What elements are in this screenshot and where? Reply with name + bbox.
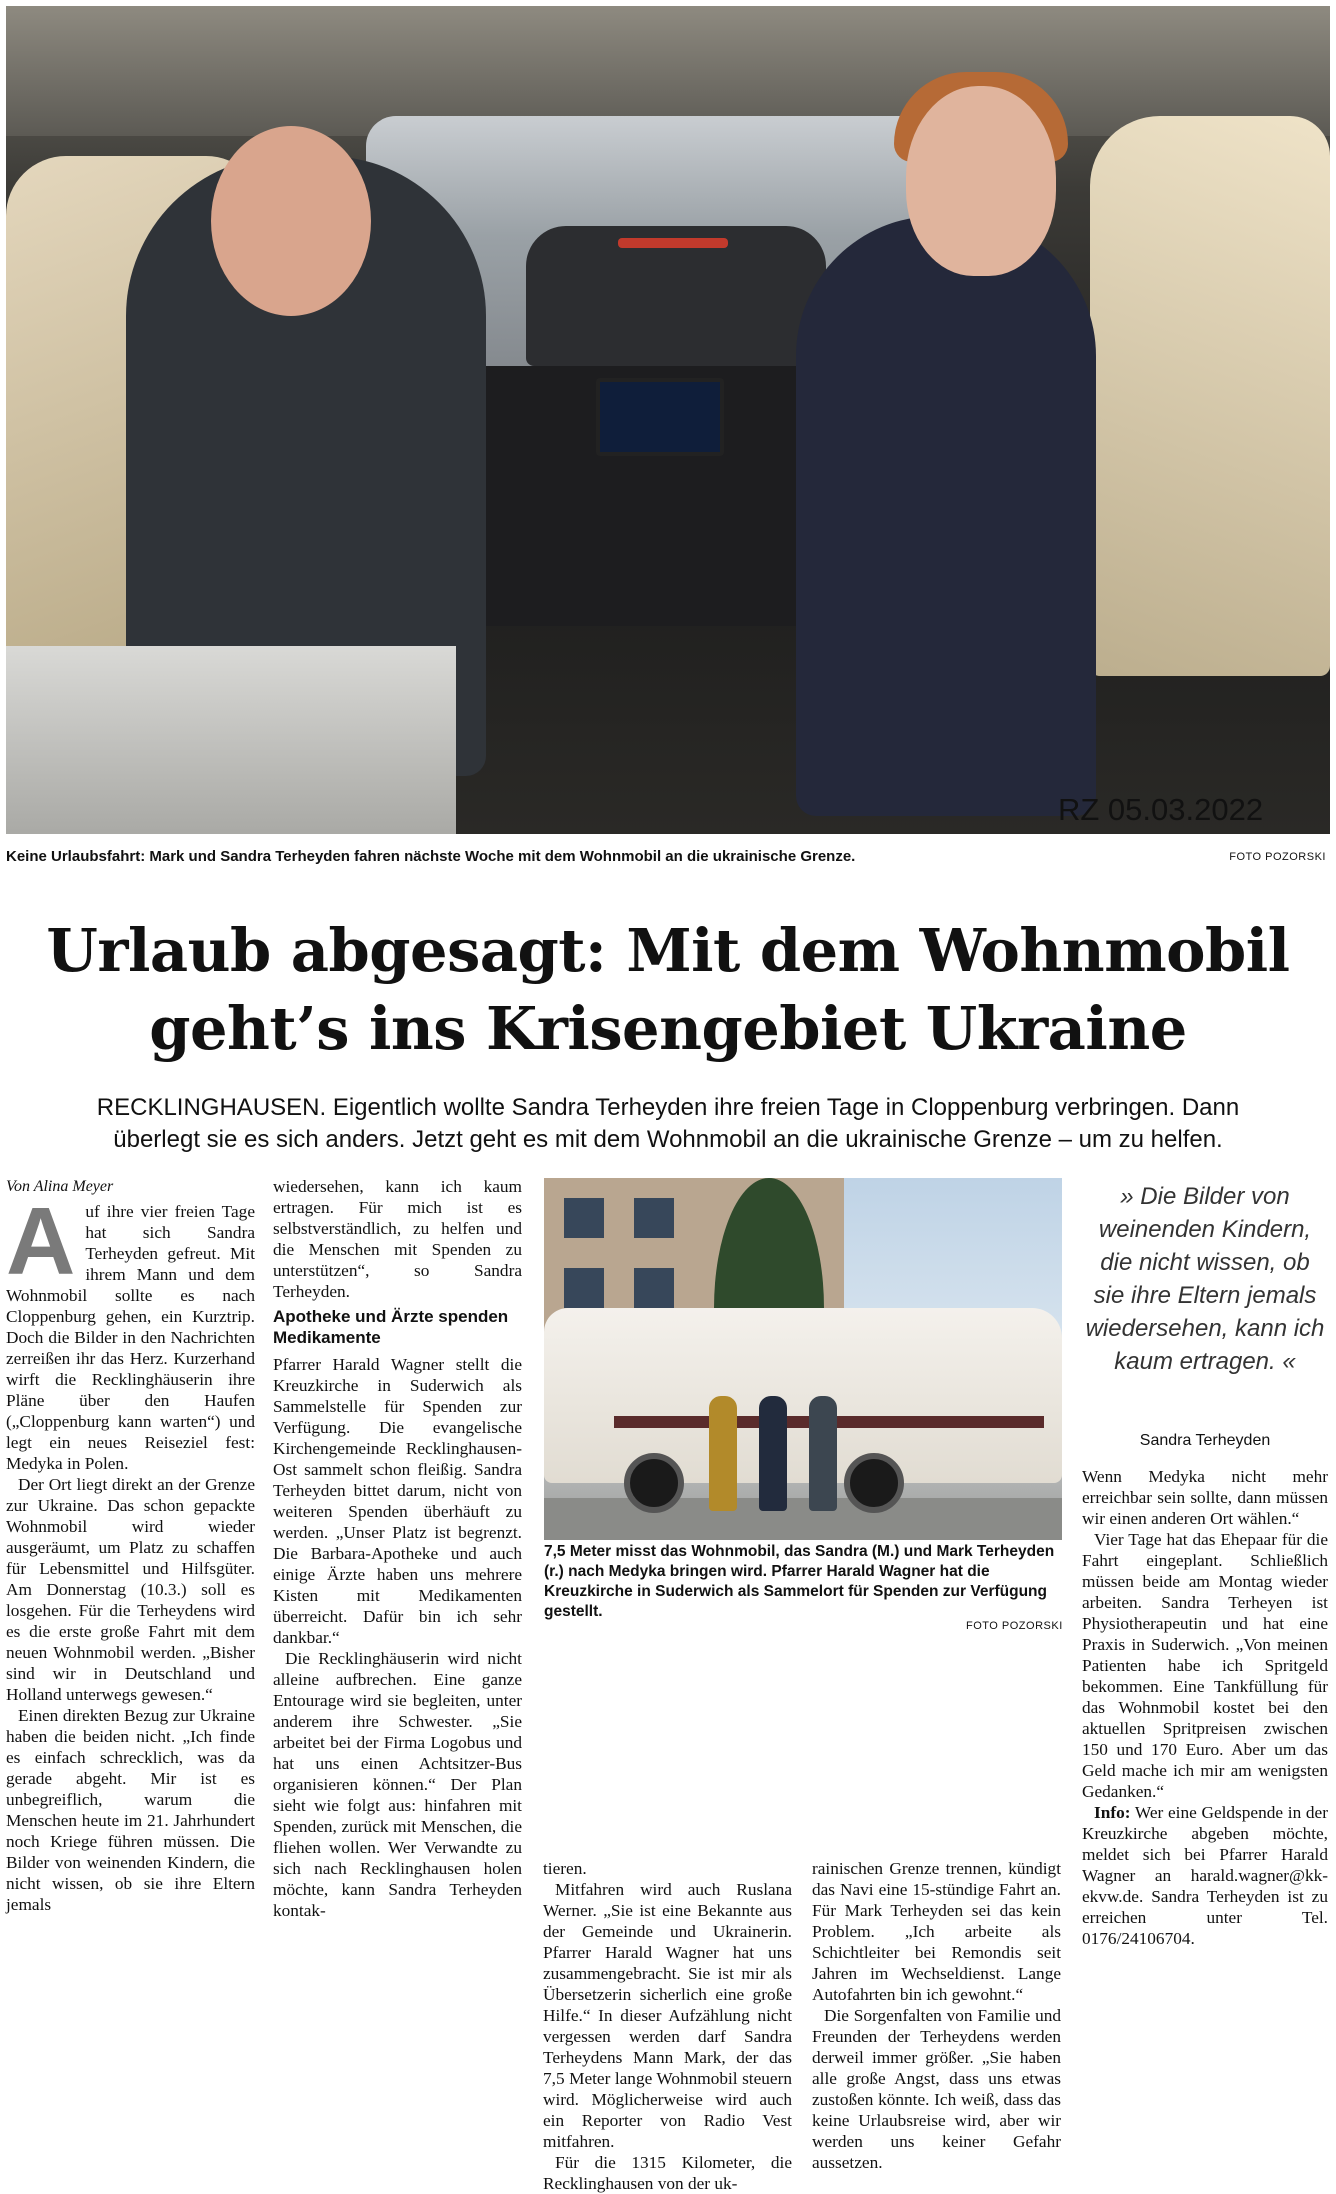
person-sandra [796, 216, 1096, 816]
byline: Von Alina Meyer [6, 1178, 114, 1195]
col5-paragraph-2: Vier Tage hat das Ehepaar für die Fahrt eingeplant. Schließlich müssen beide am Montag wieder arbeiten. Sandra Terheyen ist Physiotherapeutin und hat eine Praxis in Suderwich. „Von meinen Patienten habe ich Spritgeld bekommen. Eine Tankfüllung für das Wohnmobil kostet bei den aktuellen Spritpreisen zwischen 150 und 170 Euro. Aber um das Geld mache ich mir am wenigsten Gedanken.“ [1082, 1530, 1328, 1801]
lead-paragraph [0, 1092, 1336, 1156]
col2-paragraph-3: Die Recklinghäuserin wird nicht alleine aufbrechen. Eine ganze Entourage wird sie begleiten, unter anderem ihre Schwester. „Sie arbeitet bei der Firma Logobus und hat uns einen Achtsitzer-Bus organisieren können.“ Der Plan sieht wie folgt aus: hinfahren mit Spenden, zurück mit Menschen, die fliehen wollen. Wer Verwandte zu sich nach Recklinghausen holen möchte, kann Sandra Terheyden kontak- [273, 1649, 522, 1920]
lead-city: RECKLINGHAUSEN. [96, 1094, 327, 1121]
col2-paragraph-1: wiedersehen, kann ich kaum ertragen. Für mich ist es selbstverständlich, zu helfen und die Menschen mit Spenden zu unterstützen“, so Sandra Terheyden. [273, 1177, 522, 1301]
photo-date-stamp: RZ 05.03.2022 [1058, 792, 1264, 827]
col3-paragraph-2: Mitfahren wird auch Ruslana Werner. „Sie ist eine Bekannte aus der Gemeinde und Ukrainerin. Pfarrer Harald Wagner hat uns zusammengebracht. Sie ist mir als Übersetzerin sicherlich eine große Hilfe.“ In dieser Aufzählung nicht vergessen werden darf Sandra Terheydens Mann Mark, der das 7,5 Meter lange Wohnmobil steuern wird. Möglicherweise wird auch ein Reporter von Radio Vest mitfahren. [543, 1880, 792, 2151]
article-column-3 [543, 1858, 792, 2194]
lead-line-1: Eigentlich wollte Sandra Terheyden ihre freien Tage in Cloppenburg verbringen. Dann [332, 1094, 1240, 1121]
col3-paragraph-3: Für die 1315 Kilometer, die Recklinghausen von der uk- [543, 2153, 792, 2193]
article-column-5 [1082, 1466, 1328, 1949]
camper-photo [544, 1178, 1062, 1540]
wheel [624, 1453, 684, 1513]
camper-photo-caption: 7,5 Meter misst das Wohnmobil, das Sandra (M.) und Mark Terheyden (r.) nach Medyka bringen wird. Pfarrer Harald Wagner hat die Kreuzkirche in Suderwich als Sammelort für Spenden zur Verfügung gestellt. [544, 1543, 1055, 1620]
col1-paragraph-3: Einen direkten Bezug zur Ukraine haben die beiden nicht. „Ich finde es einfach schrecklich, was da gerade abgeht. Mir ist es unbegreiflich, warum die Menschen heute im 21. Jahrhundert noch Kriege führen müssen. Die Bilder von weinenden Kindern, die nicht wissen, ob sie ihre Eltern jemals [6, 1706, 255, 1914]
camper-photo-credit: FOTO POZORSKI [966, 1620, 1063, 1632]
col1-paragraph-1: uf ihre vier freien Tage hat sich Sandra Terheyden gefreut. Mit ihrem Mann und dem Wohnmobil sollte es nach Cloppenburg gehen, ein Kurztrip. Doch die Bilder in den Nachrichten zerreißen ihr das Herz. Kurzerhand wirft die Recklinghäuserin ihre Pläne über den Haufen („Cloppenburg kann warten“) und legt ein neues Reiseziel fest: Medyka in Polen. [6, 1202, 255, 1473]
building-window [634, 1268, 674, 1308]
pull-quote-author: Sandra Terheyden [1139, 1432, 1271, 1449]
drop-cap: A [6, 1188, 76, 1295]
person-mark [709, 1396, 737, 1511]
headline-line-2: geht’s ins Krisengebiet Ukraine [149, 994, 1187, 1063]
info-text: Wer eine Geldspende in der Kreuzkirche abgeben möchte, meldet sich bei Pfarrer Harald Wagner an harald.wagner@kk-ekvw.de. Sandra Terheyden ist zu erreichen unter Tel. 0176/24106704. [1082, 1803, 1328, 1948]
article-column-2 [273, 1176, 522, 1921]
col4-paragraph-1: rainischen Grenze trennen, kündigt das Navi eine 15-stündige Fahrt an. Für Mark Terheyden sei das kein Problem. „Ich arbeite als Schichtleiter bei Remondis seit Jahren im Wechseldienst. Lange Autofahrten bin ich gewohnt.“ [812, 1859, 1061, 2004]
person-pastor [809, 1396, 837, 1511]
headline [0, 912, 1336, 1068]
info-label: Info: [1094, 1803, 1131, 1822]
top-photo-credit: FOTO POZORSKI [1229, 851, 1326, 863]
motorhome [544, 1308, 1062, 1483]
col2-paragraph-2: Pfarrer Harald Wagner stellt die Kreuzkirche in Suderwich als Sammelstelle für Spenden zur Verfügung. Die evangelische Kirchengemeinde Recklinghausen-Ost sammelt schon fleißig. Sandra Terheyden bittet darum, nicht von weiteren Spenden überhäuft zu werden. „Unser Platz ist begrenzt. Die Barbara-Apotheke und auch einige Ärzte haben uns mehrere Kisten mit Medikamenten überreicht. Dafür bin ich sehr dankbar.“ [273, 1355, 522, 1647]
building-window [564, 1198, 604, 1238]
person-sandra [759, 1396, 787, 1511]
building-window [634, 1198, 674, 1238]
article-column-1 [6, 1176, 255, 1915]
navigation-screen [596, 378, 724, 456]
head-mark [211, 126, 371, 316]
lead-line-2: überlegt sie es sich anders. Jetzt geht es mit dem Wohnmobil an die ukrainische Grenze – um zu helfen. [113, 1126, 1223, 1153]
head-sandra [906, 86, 1056, 276]
headline-line-1: Urlaub abgesagt: Mit dem Wohnmobil [46, 916, 1290, 985]
top-photo [6, 6, 1330, 834]
passenger-seat [1090, 116, 1330, 676]
article-column-4 [812, 1858, 1061, 2173]
camper-table [6, 646, 456, 834]
subheading: Apotheke und Ärzte spenden Medikamente [273, 1307, 509, 1347]
pull-quote: » Die Bilder von weinenden Kindern, die nicht wissen, ob sie ihre Eltern jemals wiedersehen, kann ich kaum ertragen. « [1085, 1183, 1325, 1375]
top-photo-caption: Keine Urlaubsfahrt: Mark und Sandra Terheyden fahren nächste Woche mit dem Wohnmobil an die ukrainische Grenze. [6, 848, 856, 865]
building-window [564, 1268, 604, 1308]
col1-paragraph-2: Der Ort liegt direkt an der Grenze zur Ukraine. Das schon gepackte Wohnmobil wird wieder ausgeräumt, um Platz zu schaffen für Lebensmittel und Hilfsgüter. Am Donnerstag (10.3.) soll es losgehen. Für die Terheydens wird es die erste große Fahrt mit dem neuen Wohnmobil werden. „Bisher sind wir in Deutschland und Holland unterwegs gewesen.“ [6, 1475, 255, 1704]
col4-paragraph-2: Die Sorgenfalten von Familie und Freunden der Terheydens werden derweil immer größer. „Sie haben alle große Angst, dass uns etwas zustoßen könnte. Ich weiß, dass das keine Urlaubsreise wird, aber wir werden uns keiner Gefahr aussetzen. [812, 2006, 1061, 2172]
col3-paragraph-1: tieren. [543, 1859, 587, 1878]
wheel [844, 1453, 904, 1513]
street [544, 1498, 1062, 1540]
brake-light [618, 238, 728, 248]
col5-paragraph-1: Wenn Medyka nicht mehr erreichbar sein sollte, dann müssen wir einen anderen Ort wählen.“ [1082, 1467, 1328, 1528]
